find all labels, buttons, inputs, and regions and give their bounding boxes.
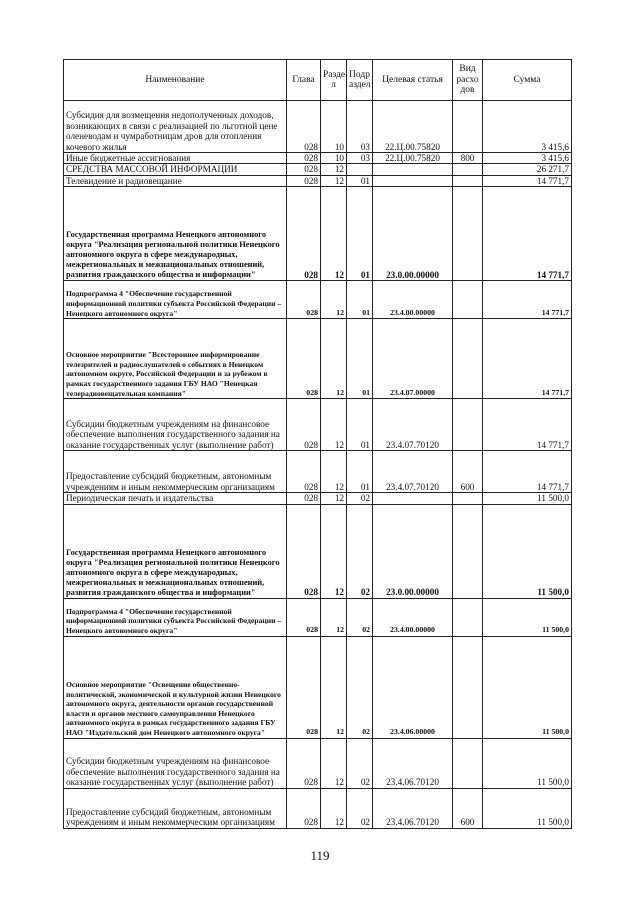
cell-target: 23.4.06.00000 [373, 636, 453, 738]
cell-type [453, 504, 483, 598]
table-row [64, 164, 572, 175]
cell-target [373, 493, 453, 504]
table-row [64, 153, 572, 164]
cell-name: Подпрограмма 4 "Обеспечение государственной информационной политики субъекта Российской Федерации – Ненецкого автономного округа" [64, 281, 287, 319]
table-header-row [64, 60, 572, 101]
header-subsection: Подр аздел [347, 60, 373, 101]
cell-sum: 11 500,0 [483, 504, 572, 598]
cell-subsection: 02 [347, 493, 373, 504]
table-row [64, 175, 572, 186]
cell-chapter: 028 [287, 319, 321, 399]
cell-subsection: 01 [347, 319, 373, 399]
cell-target: 23.4.00.00000 [373, 598, 453, 636]
cell-section: 12 [321, 281, 347, 319]
cell-name: Предоставление субсидий бюджетным, автономным учреждениям и иным некоммерческим организациям [64, 451, 287, 493]
cell-section: 12 [321, 598, 347, 636]
cell-chapter: 028 [287, 281, 321, 319]
cell-name: Иные бюджетные ассигнования [64, 153, 287, 164]
cell-name: СРЕДСТВА МАССОВОЙ ИНФОРМАЦИИ [64, 164, 287, 175]
header-section: Разде л [321, 60, 347, 101]
cell-section: 10 [321, 153, 347, 164]
header-sum: Сумма [483, 60, 572, 101]
cell-sum: 3 415,6 [483, 101, 572, 153]
cell-sum: 14 771,7 [483, 399, 572, 451]
table-row [64, 319, 572, 399]
cell-type [453, 101, 483, 153]
cell-type [453, 164, 483, 175]
cell-name: Основное мероприятие "Всестороннее информирование телезрителей и радиослушателей о событиях в Ненецком автономном округе, Российской Федерации и за рубежом в рамках государственного задания ГБУ НАО "Ненецкая телерадиовещательная компания" [64, 319, 287, 399]
table-row [64, 281, 572, 319]
header-target: Целевая статья [373, 60, 453, 101]
cell-type [453, 175, 483, 186]
cell-subsection: 02 [347, 636, 373, 738]
table-row [64, 636, 572, 738]
cell-type [453, 187, 483, 281]
cell-sum: 14 771,7 [483, 175, 572, 186]
cell-section: 12 [321, 319, 347, 399]
table-row [64, 598, 572, 636]
cell-sum: 26 271,7 [483, 164, 572, 175]
cell-target: 23.0.00.00000 [373, 504, 453, 598]
cell-subsection: 03 [347, 153, 373, 164]
cell-name: Субсидия для возмещения недополученных доходов, возникающих в связи с реализацией по льготной цене оленеводам и чумработницам дров для отопления кочевого жилья [64, 101, 287, 153]
cell-section: 12 [321, 175, 347, 186]
header-type: Вид расхо дов [453, 60, 483, 101]
cell-section: 12 [321, 738, 347, 788]
table-row [64, 504, 572, 598]
cell-sum: 11 500,0 [483, 598, 572, 636]
cell-section: 12 [321, 164, 347, 175]
cell-chapter: 028 [287, 451, 321, 493]
cell-chapter: 028 [287, 598, 321, 636]
table-row [64, 187, 572, 281]
cell-subsection: 01 [347, 451, 373, 493]
cell-sum: 11 500,0 [483, 788, 572, 828]
cell-chapter: 028 [287, 636, 321, 738]
cell-target [373, 175, 453, 186]
cell-section: 12 [321, 788, 347, 828]
cell-chapter: 028 [287, 504, 321, 598]
cell-sum: 11 500,0 [483, 738, 572, 788]
table-row [64, 788, 572, 828]
cell-name: Предоставление субсидий бюджетным, автономным учреждениям и иным некоммерческим организациям [64, 788, 287, 828]
cell-chapter: 028 [287, 164, 321, 175]
cell-name: Основное мероприятие "Освещение общественно-политической, экономической и культурной жизни Ненецкого автономного округа, деятельности органов государственной власти и органов местного самоуправления Ненецкого автономного округа в рамках государственного задания ГБУ НАО "Издательский дом Ненецкого автономного округа" [64, 636, 287, 738]
cell-name: Субсидии бюджетным учреждениям на финансовое обеспечение выполнения государственного задания на оказание государственных услуг (выполнение работ) [64, 399, 287, 451]
cell-type [453, 738, 483, 788]
header-name: Наименование [64, 60, 287, 101]
cell-type [453, 636, 483, 738]
cell-subsection [347, 164, 373, 175]
cell-section: 12 [321, 187, 347, 281]
cell-sum: 3 415,6 [483, 153, 572, 164]
cell-sum: 14 771,7 [483, 451, 572, 493]
cell-type: 600 [453, 451, 483, 493]
cell-section: 12 [321, 493, 347, 504]
cell-sum: 14 771,7 [483, 187, 572, 281]
cell-sum: 14 771,7 [483, 319, 572, 399]
cell-target: 23.4.07.70120 [373, 451, 453, 493]
table-row [64, 738, 572, 788]
header-chapter: Глава [287, 60, 321, 101]
cell-target: 23.4.06.70120 [373, 738, 453, 788]
table-row [64, 101, 572, 153]
cell-target: 23.4.07.00000 [373, 319, 453, 399]
table-row [64, 451, 572, 493]
cell-type: 800 [453, 153, 483, 164]
cell-sum: 14 771,7 [483, 281, 572, 319]
cell-target: 22.Ц.00.75820 [373, 153, 453, 164]
cell-chapter: 028 [287, 153, 321, 164]
cell-subsection: 01 [347, 175, 373, 186]
cell-name: Государственная программа Ненецкого автономного округа "Реализация региональной политики Ненецкого автономного округа в сфере международных, межрегиональных и межнациональных отношений, развития гражданского общества и информации" [64, 504, 287, 598]
cell-subsection: 01 [347, 281, 373, 319]
cell-target: 23.4.00.00000 [373, 281, 453, 319]
cell-subsection: 03 [347, 101, 373, 153]
cell-section: 12 [321, 399, 347, 451]
budget-table [63, 59, 572, 829]
cell-target [373, 164, 453, 175]
cell-type [453, 598, 483, 636]
cell-type [453, 319, 483, 399]
cell-section: 10 [321, 101, 347, 153]
cell-sum: 11 500,0 [483, 636, 572, 738]
cell-type [453, 399, 483, 451]
cell-chapter: 028 [287, 788, 321, 828]
cell-section: 12 [321, 504, 347, 598]
cell-type: 600 [453, 788, 483, 828]
cell-name: Подпрограмма 4 "Обеспечение государственной информационной политики субъекта Российской Федерации – Ненецкого автономного округа" [64, 598, 287, 636]
cell-name: Субсидии бюджетным учреждениям на финансовое обеспечение выполнения государственного задания на оказание государственных услуг (выполнение работ) [64, 738, 287, 788]
cell-subsection: 01 [347, 187, 373, 281]
cell-target: 23.0.00.00000 [373, 187, 453, 281]
cell-subsection: 01 [347, 399, 373, 451]
cell-chapter: 028 [287, 738, 321, 788]
cell-chapter: 028 [287, 399, 321, 451]
cell-name: Периодическая печать и издательства [64, 493, 287, 504]
cell-chapter: 028 [287, 187, 321, 281]
table-row [64, 399, 572, 451]
cell-type [453, 281, 483, 319]
cell-sum: 11 500,0 [483, 493, 572, 504]
page-number: 119 [310, 848, 330, 863]
cell-target: 23.4.07.70120 [373, 399, 453, 451]
cell-subsection: 02 [347, 738, 373, 788]
cell-chapter: 028 [287, 175, 321, 186]
cell-section: 12 [321, 451, 347, 493]
cell-chapter: 028 [287, 493, 321, 504]
cell-subsection: 02 [347, 504, 373, 598]
cell-chapter: 028 [287, 101, 321, 153]
cell-target: 23.4.06.70120 [373, 788, 453, 828]
cell-name: Государственная программа Ненецкого автономного округа "Реализация региональной политики Ненецкого автономного округа в сфере международных, межрегиональных и межнациональных отношений, развития гражданского общества и информации" [64, 187, 287, 281]
cell-subsection: 02 [347, 788, 373, 828]
table-row [64, 493, 572, 504]
cell-name: Телевидение и радиовещание [64, 175, 287, 186]
cell-type [453, 493, 483, 504]
cell-target: 22.Ц.00.75820 [373, 101, 453, 153]
cell-subsection: 02 [347, 598, 373, 636]
cell-section: 12 [321, 636, 347, 738]
